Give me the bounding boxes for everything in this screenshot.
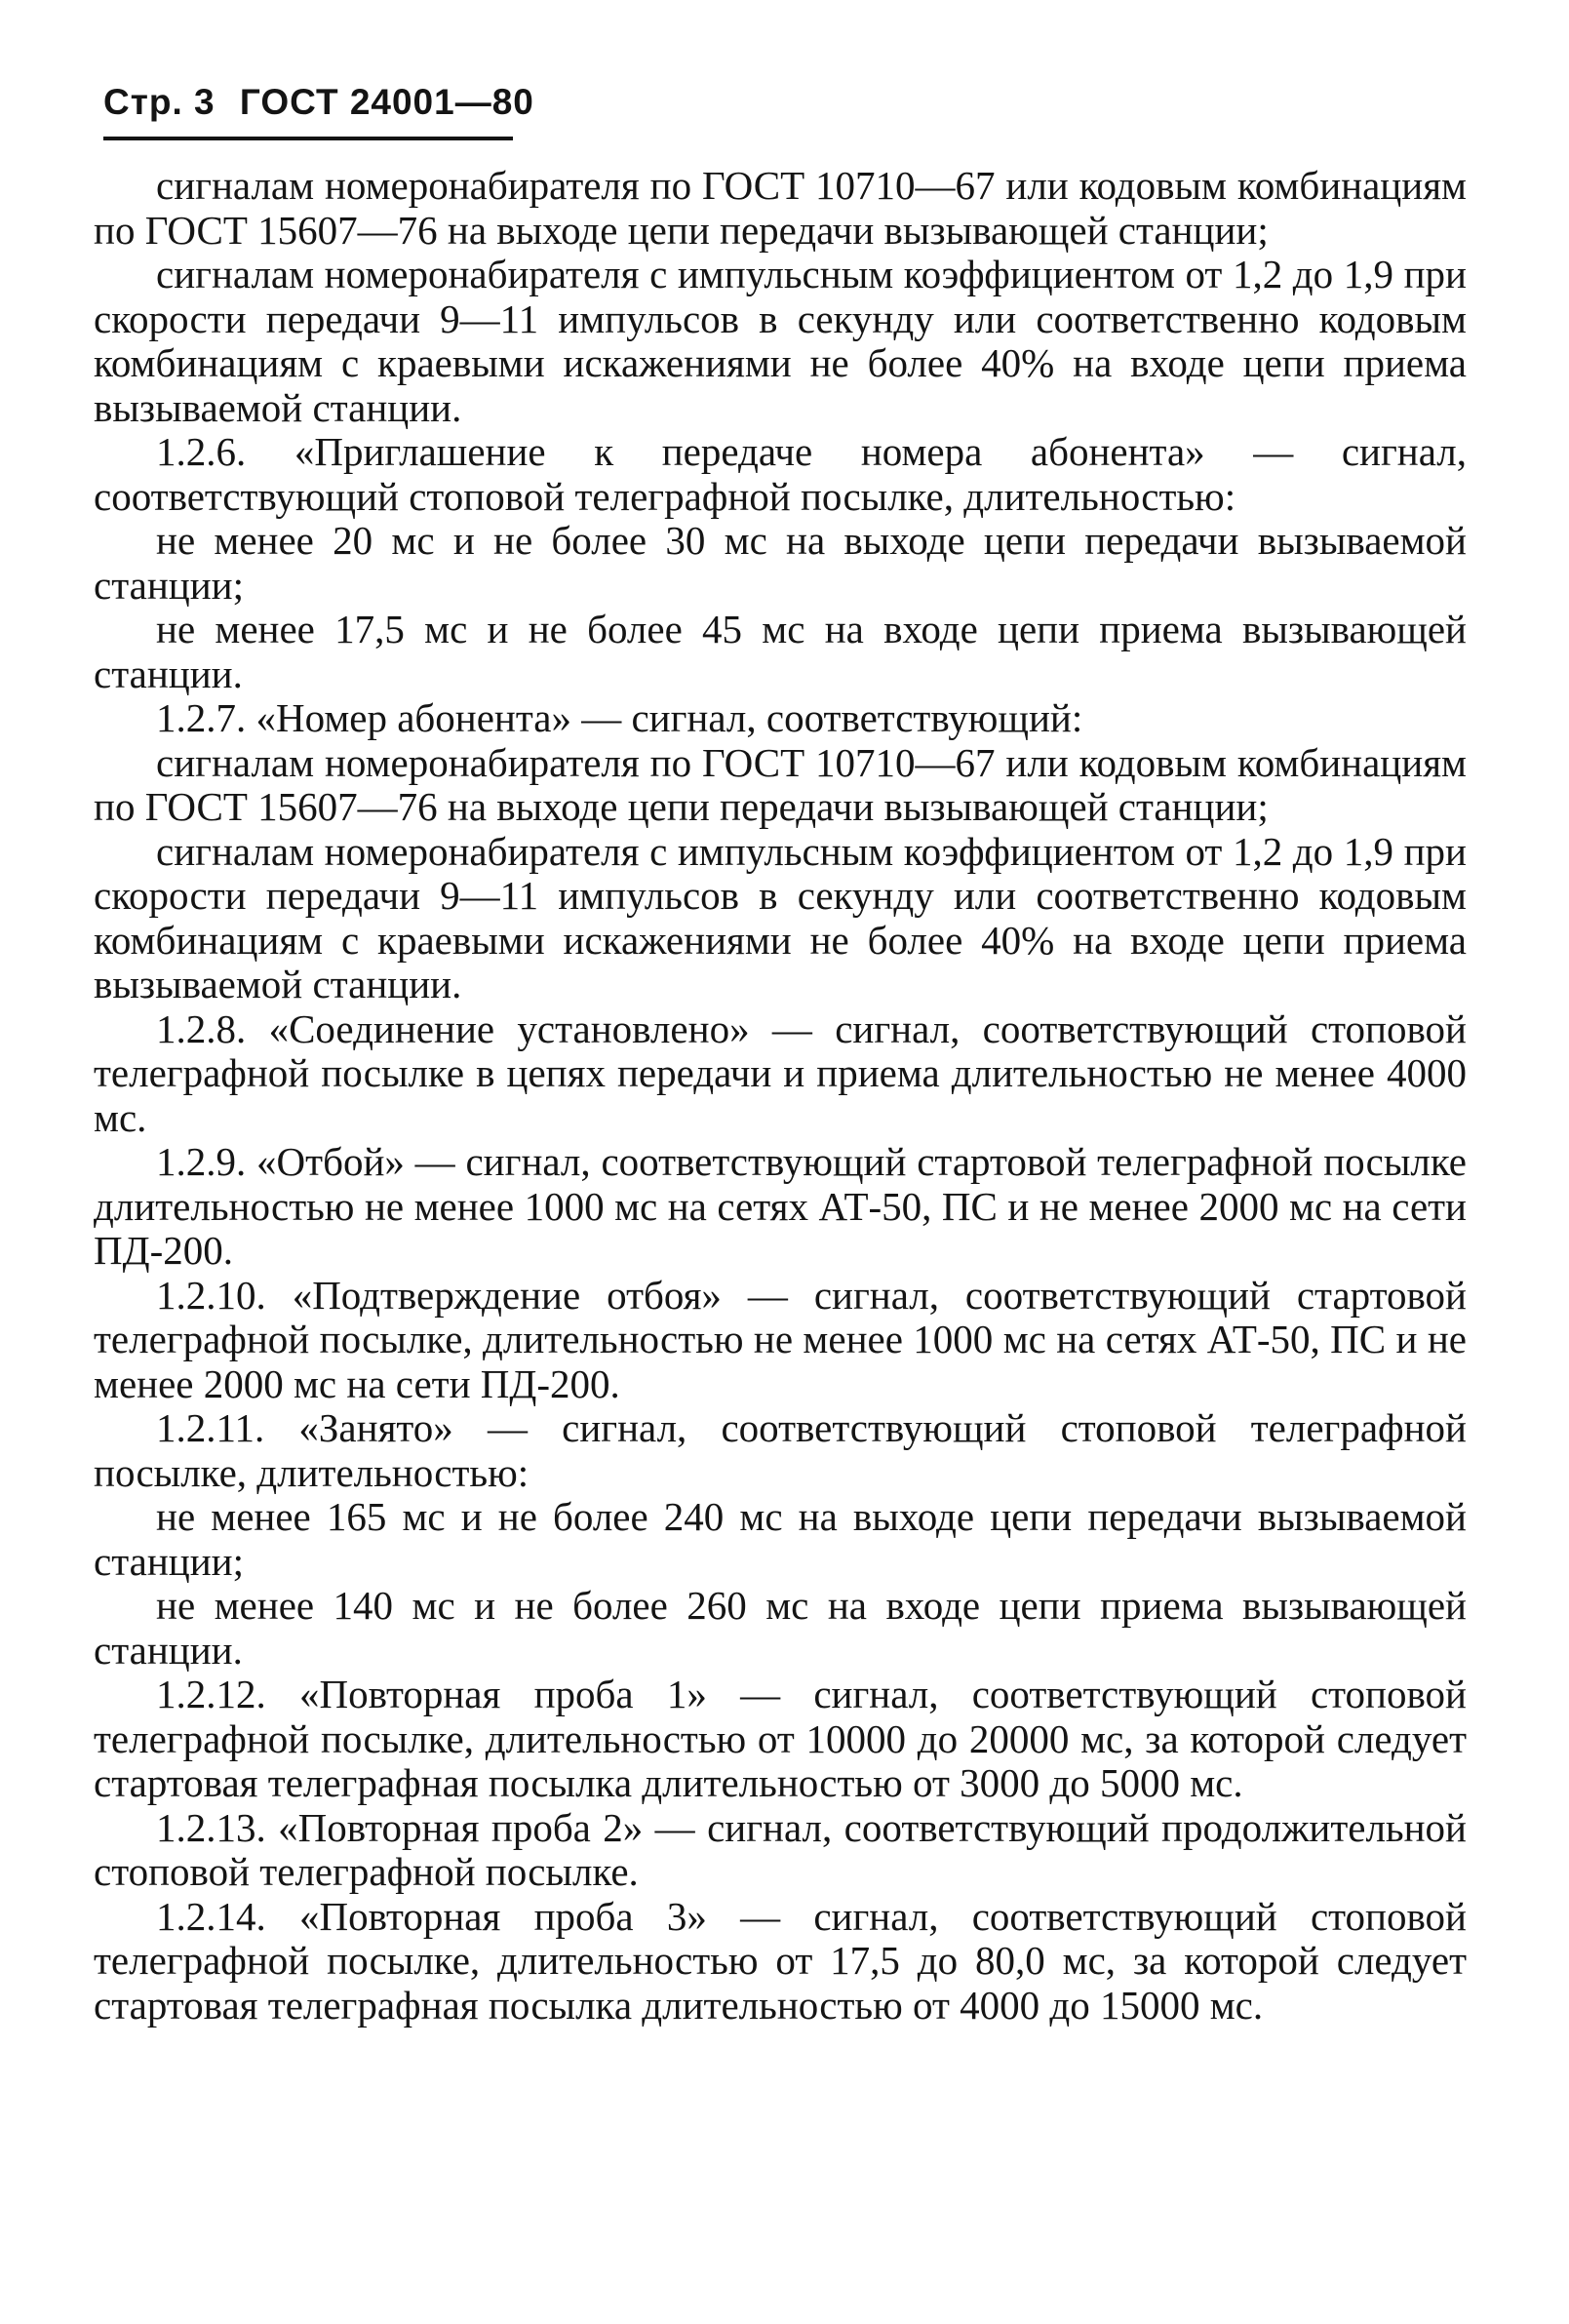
clause-1-2-6: 1.2.6. «Приглашение к передаче номера абонента» — сигнал, соответствующий стоповой телеграфной посылке, длительностью: [94,429,1467,519]
clause-1-2-10: 1.2.10. «Подтверждение отбоя» — сигнал, соответствующий стартовой телеграфной посылке, длительностью не менее 1000 мс на сетях АТ-50, ПС и не менее 2000 мс на сети ПД-200. [94,1272,1467,1406]
header-rule [103,137,513,140]
clause-1-2-8: 1.2.8. «Соединение установлено» — сигнал, соответствующий стоповой телеграфной посылке в цепях передачи и приема длительностью не менее 4000 мс. [94,1005,1467,1140]
clause-1-2-7: 1.2.7. «Номер абонента» — сигнал, соответствующий: [156,695,1083,740]
clause-1-2-13: 1.2.13. «Повторная проба 2» — сигнал, соответствующий продолжительной стоповой телеграфной посылке. [94,1804,1467,1894]
page-header [103,82,548,123]
paragraph-1-2-7-transmit: сигналам номеронабирателя по ГОСТ 10710—67 или кодовым комбинациям по ГОСТ 15607—76 на выходе цепи передачи вызывающей станции; [94,739,1467,829]
paragraph-dialer-signals-receive: сигналам номеронабирателя с импульсным коэффициентом от 1,2 до 1,9 при скорости передачи 9—11 импульсов в секунду или соответственно кодовым комбинациям с краевыми искажениями не более 40% на входе цепи приема вызываемой станции. [94,252,1467,430]
paragraph-1-2-11-transmit: не менее 165 мс и не более 240 мс на выходе цепи передачи вызываемой станции; [94,1494,1467,1584]
paragraph-dialer-signals-transmit: сигналам номеронабирателя по ГОСТ 10710—67 или кодовым комбинациям по ГОСТ 15607—76 на выходе цепи передачи вызывающей станции; [94,163,1467,253]
page-number: Стр. 3 [103,82,216,122]
clause-1-2-9: 1.2.9. «Отбой» — сигнал, соответствующий стартовой телеграфной посылке длительностью не менее 1000 мс на сетях АТ-50, ПС и не менее 2000 мс на сети ПД-200. [94,1139,1467,1273]
paragraph-1-2-6-transmit: не менее 20 мс и не более 30 мс на выходе цепи передачи вызываемой станции; [94,518,1467,608]
standard-designation: ГОСТ 24001—80 [239,82,534,122]
clause-1-2-11: 1.2.11. «Занято» — сигнал, соответствующий стоповой телеграфной посылке, длительностью: [94,1405,1467,1495]
paragraph-1-2-6-receive: не менее 17,5 мс и не более 45 мс на входе цепи приема вызывающей станции. [94,607,1467,696]
clause-1-2-12: 1.2.12. «Повторная проба 1» — сигнал, соответствующий стоповой телеграфной посылке, длительностью от 10000 до 20000 мс, за которой следует стартовая телеграфная посылка длительностью от 3000 до 5000 мс. [94,1672,1467,1805]
clause-1-2-14: 1.2.14. «Повторная проба 3» — сигнал, соответствующий стоповой телеграфной посылке, длительностью от 17,5 до 80,0 мс, за которой следует стартовая телеграфная посылка длительностью от 4000 до 15000 мс. [94,1893,1467,2028]
paragraph-1-2-11-receive: не менее 140 мс и не более 260 мс на входе цепи приема вызывающей станции. [94,1583,1467,1673]
document-body [94,164,1467,2028]
paragraph-1-2-7-receive: сигналам номеронабирателя с импульсным коэффициентом от 1,2 до 1,9 при скорости передачи 9—11 импульсов в секунду или соответственно кодовым комбинациям с краевыми искажениями не более 40% на входе цепи приема вызываемой станции. [94,828,1467,1006]
